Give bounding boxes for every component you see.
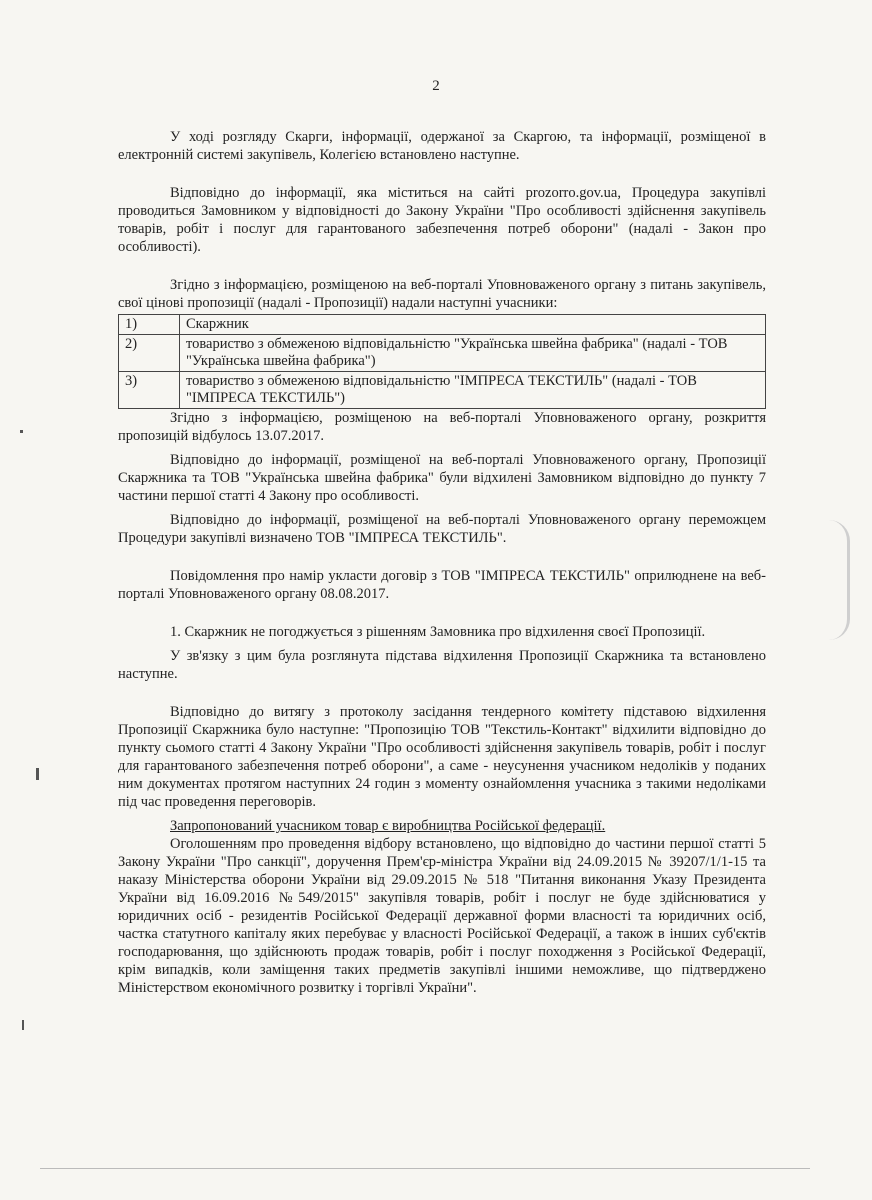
proposed-goods-text: Запропонований учасником товар є виробництва Російської федерації. [170,818,606,834]
page-number: 2 [432,78,440,94]
participant-name: Скаржник [180,315,766,335]
participant-name: товариство з обмеженою відповідальністю "Українська швейна фабрика" (надалі - ТОВ "Українська швейна фабрика") [180,335,766,372]
scan-speck [22,1020,24,1030]
scan-speck [36,768,39,780]
participant-number: 1) [119,315,180,335]
table-row [119,372,766,409]
document-body [118,128,766,997]
paragraph-winner: Відповідно до інформації, розміщеної на веб-порталі Уповноваженого органу переможцем Процедури закупівлі визначено ТОВ "ІМПРЕСА ТЕКСТИЛЬ". [118,512,766,546]
participant-number: 3) [119,372,180,409]
table-row [119,335,766,372]
paragraph-complainant-disagrees: 1. Скаржник не погоджується з рішенням Замовника про відхилення своєї Пропозиції. [170,624,706,640]
paragraph-grounds-reviewed: У зв'язку з цим була розглянута підстава відхилення Пропозиції Скаржника та встановлено наступне. [118,648,766,682]
paragraph-proposed-goods [118,817,766,835]
participant-name: товариство з обмеженою відповідальністю "ІМПРЕСА ТЕКСТИЛЬ" (надалі - ТОВ "ІМПРЕСА ТЕКСТИЛЬ") [180,372,766,409]
margin-pen-stroke [829,520,850,640]
paragraph-sanctions: Оголошенням про проведення відбору встановлено, що відповідно до частини першої статті 5 Закону України "Про санкції", доручення Прем'єр-міністра України від 24.09.2015 № 39207/1/1-15 та наказу Міністерства оборони України від 29.09.2015 № 518 "Питання виконання Указу Президента України від 16.09.2016 №549/2015" закупівля товарів, робіт і послуг не буде здійснюватися у юридичних осіб - резидентів Російської Федерації державної форми власності та юридичних осіб, частка статутного капіталу яких перебуває у власності Російської Федерації, а також в інших суб'єктів господарювання, що здійснюють продаж товарів, робіт і послуг походження з Російської Федерації, крім випадків, коли заміщення таких предметів закупівлі іншими неможливе, що підтверджено Міністерством економічного розвитку і торгівлі України". [118,836,766,996]
paragraph-rejected-proposals: Відповідно до інформації, розміщеної на веб-порталі Уповноваженого органу, Пропозиції Скаржника та ТОВ "Українська швейна фабрика" були відхилені Замовником відповідно до пункту 7 частини першої статті 4 Закону про особливості. [118,452,766,504]
scan-speck [20,430,23,433]
participants-table [118,314,766,409]
paragraph-protocol-extract: Відповідно до витягу з протоколу засідання тендерного комітету підставою відхилення Пропозиції Скаржника було наступне: "Пропозицію ТОВ "Текстиль-Контакт" відхилити відповідно до пункту сьомого статті 4 Закону України "Про особливості здійснення закупівель товарів, робіт і послуг для гарантованого забезпечення потреб оборони", а саме - неусунення учасником недоліків у поданих ним документах протягом наступних 24 годин з моменту ознайомлення учасника з такими недоліками під час проведення переговорів. [118,704,766,810]
paragraph-contract-notice: Повідомлення про намір укласти договір з ТОВ "ІМПРЕСА ТЕКСТИЛЬ" оприлюднене на веб-порталі Уповноваженого органу 08.08.2017. [118,568,766,602]
paragraph-review-intro: У ході розгляду Скарги, інформації, одержаної за Скаргою, та інформації, розміщеної в електронній системі закупівель, Колегією встановлено наступне. [118,129,766,163]
paragraph-participants-intro: Згідно з інформацією, розміщеною на веб-порталі Уповноваженого органу з питань закупівель, свої цінові пропозиції (надалі - Пропозиції) надали наступні учасники: [118,277,766,311]
participant-number: 2) [119,335,180,372]
table-row [119,315,766,335]
paragraph-opening-date: Згідно з інформацією, розміщеною на веб-порталі Уповноваженого органу, розкриття пропозицій відбулось 13.07.2017. [118,410,766,444]
paragraph-procedure-law: Відповідно до інформації, яка міститься на сайті prozorro.gov.ua, Процедура закупівлі проводиться Замовником у відповідності до Закону України "Про особливості здійснення закупівель товарів, робіт і послуг для гарантованого забезпечення потреб оборони" (надалі - Закон про особливості). [118,185,766,255]
page-bottom-line [40,1168,810,1169]
